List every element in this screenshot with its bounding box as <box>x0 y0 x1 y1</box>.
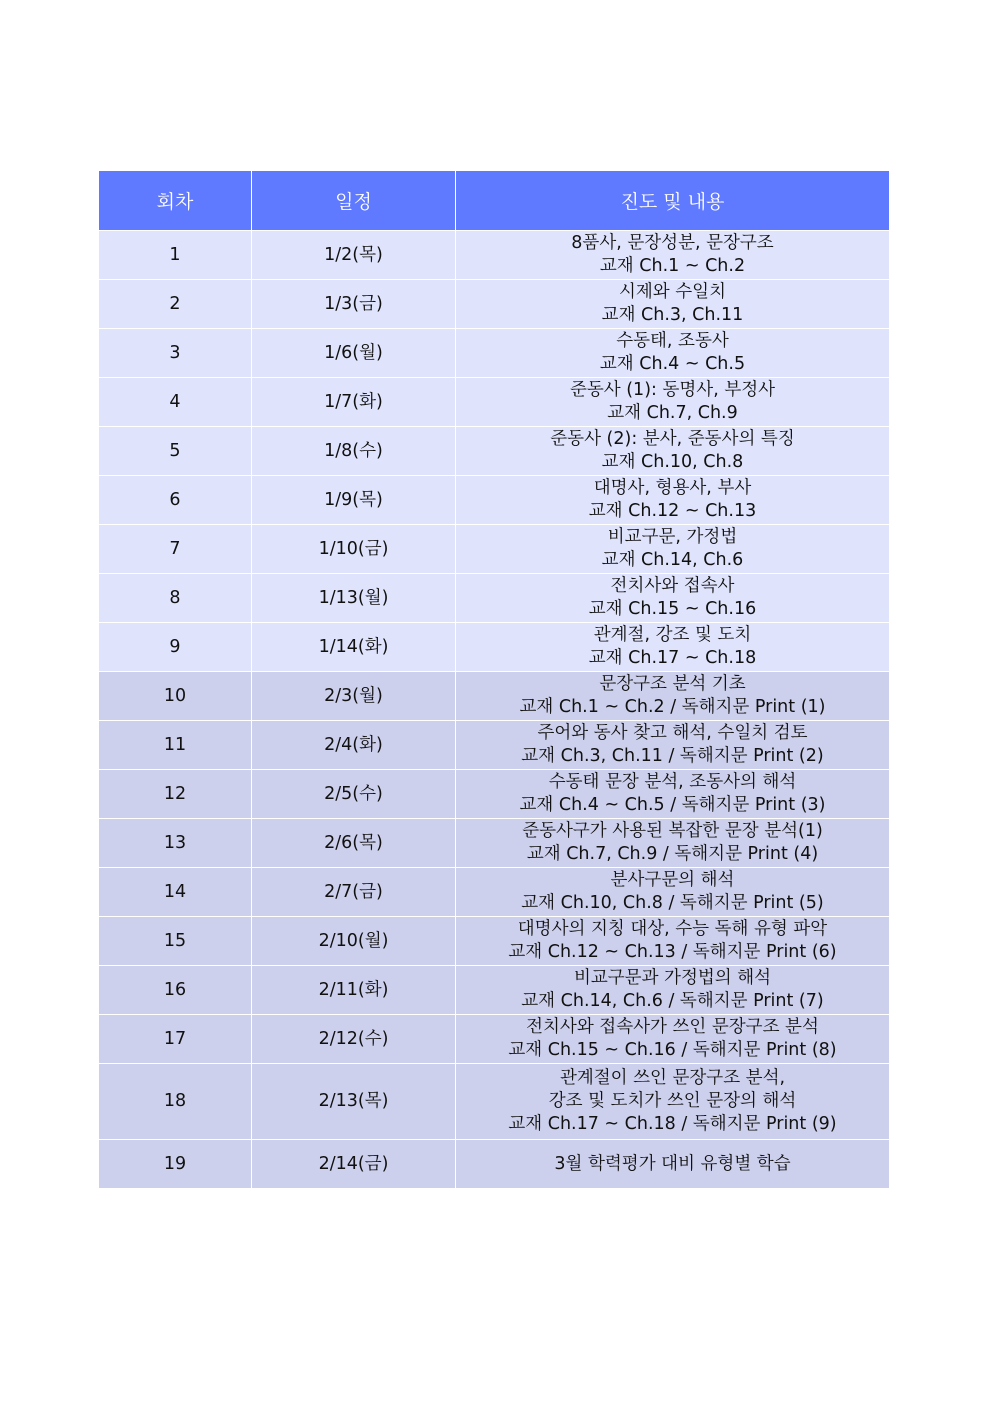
session-content <box>456 770 890 819</box>
table-row <box>99 1015 890 1064</box>
header-date: 일정 <box>252 171 456 231</box>
session-number: 14 <box>99 868 252 917</box>
session-content <box>456 672 890 721</box>
content-line: 준동사 (1): 동명사, 부정사 <box>569 380 776 400</box>
table-row <box>99 672 890 721</box>
content-line: 교재 Ch.4 ~ Ch.5 <box>599 354 746 374</box>
session-date: 1/14(화) <box>252 623 456 672</box>
header-row <box>99 171 890 231</box>
content-line: 교재 Ch.12 ~ Ch.13 / 독해지문 Print (6) <box>508 942 837 962</box>
session-date: 1/7(화) <box>252 378 456 427</box>
content-line: 준동사구가 사용된 복잡한 문장 분석(1) <box>522 821 823 841</box>
session-date: 2/6(목) <box>252 819 456 868</box>
header-content: 진도 및 내용 <box>456 171 890 231</box>
session-date: 1/8(수) <box>252 427 456 476</box>
content-line: 비교구문, 가정법 <box>607 527 738 547</box>
session-number: 16 <box>99 966 252 1015</box>
content-line: 교재 Ch.1 ~ Ch.2 <box>599 256 746 276</box>
session-content <box>456 231 890 280</box>
content-line: 교재 Ch.14, Ch.6 <box>601 550 744 570</box>
session-content <box>456 868 890 917</box>
session-date: 2/10(월) <box>252 917 456 966</box>
session-number: 15 <box>99 917 252 966</box>
session-date: 1/9(목) <box>252 476 456 525</box>
table-row <box>99 231 890 280</box>
schedule-body <box>99 231 890 1189</box>
session-content <box>456 819 890 868</box>
session-number: 17 <box>99 1015 252 1064</box>
content-line: 수동태, 조동사 <box>616 331 729 351</box>
session-content <box>456 1140 890 1189</box>
table-row <box>99 476 890 525</box>
table-row <box>99 721 890 770</box>
session-content <box>456 966 890 1015</box>
content-line: 수동태 문장 분석, 조동사의 해석 <box>548 772 797 792</box>
table-row <box>99 819 890 868</box>
session-number: 19 <box>99 1140 252 1189</box>
content-line: 교재 Ch.14, Ch.6 / 독해지문 Print (7) <box>521 991 824 1011</box>
session-date: 2/13(목) <box>252 1064 456 1140</box>
session-date: 2/3(월) <box>252 672 456 721</box>
table-row <box>99 770 890 819</box>
table-row <box>99 378 890 427</box>
session-content <box>456 525 890 574</box>
schedule-table <box>98 170 890 1189</box>
content-line: 교재 Ch.3, Ch.11 / 독해지문 Print (2) <box>521 746 824 766</box>
table-row <box>99 329 890 378</box>
session-date: 1/10(금) <box>252 525 456 574</box>
content-line: 강조 및 도치가 쓰인 문장의 해석 <box>548 1091 797 1111</box>
session-number: 10 <box>99 672 252 721</box>
table-row <box>99 574 890 623</box>
content-line: 교재 Ch.15 ~ Ch.16 / 독해지문 Print (8) <box>508 1040 837 1060</box>
table-row <box>99 917 890 966</box>
session-date: 1/2(목) <box>252 231 456 280</box>
table-row <box>99 427 890 476</box>
content-line: 교재 Ch.12 ~ Ch.13 <box>588 501 757 521</box>
session-number: 2 <box>99 280 252 329</box>
content-line: 대명사, 형용사, 부사 <box>593 478 752 498</box>
content-line: 교재 Ch.17 ~ Ch.18 / 독해지문 Print (9) <box>508 1114 837 1134</box>
table-row <box>99 525 890 574</box>
content-line: 교재 Ch.3, Ch.11 <box>601 305 744 325</box>
content-line: 교재 Ch.10, Ch.8 / 독해지문 Print (5) <box>521 893 824 913</box>
content-line: 교재 Ch.4 ~ Ch.5 / 독해지문 Print (3) <box>519 795 826 815</box>
table-row <box>99 280 890 329</box>
session-number: 1 <box>99 231 252 280</box>
content-line: 주어와 동사 찾고 해석, 수일치 검토 <box>537 723 808 743</box>
session-date: 1/3(금) <box>252 280 456 329</box>
session-date: 2/14(금) <box>252 1140 456 1189</box>
content-line: 관계절, 강조 및 도치 <box>593 625 752 645</box>
table-row <box>99 1064 890 1140</box>
table-row <box>99 966 890 1015</box>
content-line: 관계절이 쓰인 문장구조 분석, <box>559 1068 786 1088</box>
session-number: 18 <box>99 1064 252 1140</box>
session-date: 1/6(월) <box>252 329 456 378</box>
session-content <box>456 427 890 476</box>
content-line: 교재 Ch.7, Ch.9 / 독해지문 Print (4) <box>526 844 819 864</box>
content-line: 분사구문의 해석 <box>610 870 735 890</box>
session-content <box>456 1064 890 1140</box>
session-date: 2/11(화) <box>252 966 456 1015</box>
session-number: 3 <box>99 329 252 378</box>
content-line: 문장구조 분석 기초 <box>599 674 746 694</box>
session-number: 6 <box>99 476 252 525</box>
session-content <box>456 917 890 966</box>
session-number: 5 <box>99 427 252 476</box>
content-line: 교재 Ch.17 ~ Ch.18 <box>588 648 757 668</box>
session-content <box>456 280 890 329</box>
session-date: 1/13(월) <box>252 574 456 623</box>
content-line: 전치사와 접속사가 쓰인 문장구조 분석 <box>526 1017 819 1037</box>
content-line: 8품사, 문장성분, 문장구조 <box>571 233 774 253</box>
content-line: 시제와 수일치 <box>619 282 726 302</box>
session-content <box>456 476 890 525</box>
content-line: 대명사의 지칭 대상, 수능 독해 유형 파악 <box>517 919 828 939</box>
header-session: 회차 <box>99 171 252 231</box>
session-date: 2/7(금) <box>252 868 456 917</box>
session-date: 2/12(수) <box>252 1015 456 1064</box>
session-date: 2/5(수) <box>252 770 456 819</box>
table-row <box>99 1140 890 1189</box>
table-row <box>99 623 890 672</box>
session-number: 12 <box>99 770 252 819</box>
session-number: 7 <box>99 525 252 574</box>
session-content <box>456 329 890 378</box>
content-line: 교재 Ch.10, Ch.8 <box>601 452 744 472</box>
content-line: 교재 Ch.1 ~ Ch.2 / 독해지문 Print (1) <box>519 697 826 717</box>
session-number: 9 <box>99 623 252 672</box>
content-line: 교재 Ch.7, Ch.9 <box>607 403 738 423</box>
session-content <box>456 378 890 427</box>
content-line: 전치사와 접속사 <box>610 576 735 596</box>
content-line: 3월 학력평가 대비 유형별 학습 <box>554 1153 791 1174</box>
session-date: 2/4(화) <box>252 721 456 770</box>
session-number: 13 <box>99 819 252 868</box>
session-content <box>456 574 890 623</box>
session-number: 4 <box>99 378 252 427</box>
session-content <box>456 721 890 770</box>
content-line: 준동사 (2): 분사, 준동사의 특징 <box>550 429 795 449</box>
content-line: 교재 Ch.15 ~ Ch.16 <box>588 599 757 619</box>
session-content <box>456 623 890 672</box>
session-number: 11 <box>99 721 252 770</box>
content-line: 비교구문과 가정법의 해석 <box>573 968 772 988</box>
session-content <box>456 1015 890 1064</box>
table-row <box>99 868 890 917</box>
session-number: 8 <box>99 574 252 623</box>
